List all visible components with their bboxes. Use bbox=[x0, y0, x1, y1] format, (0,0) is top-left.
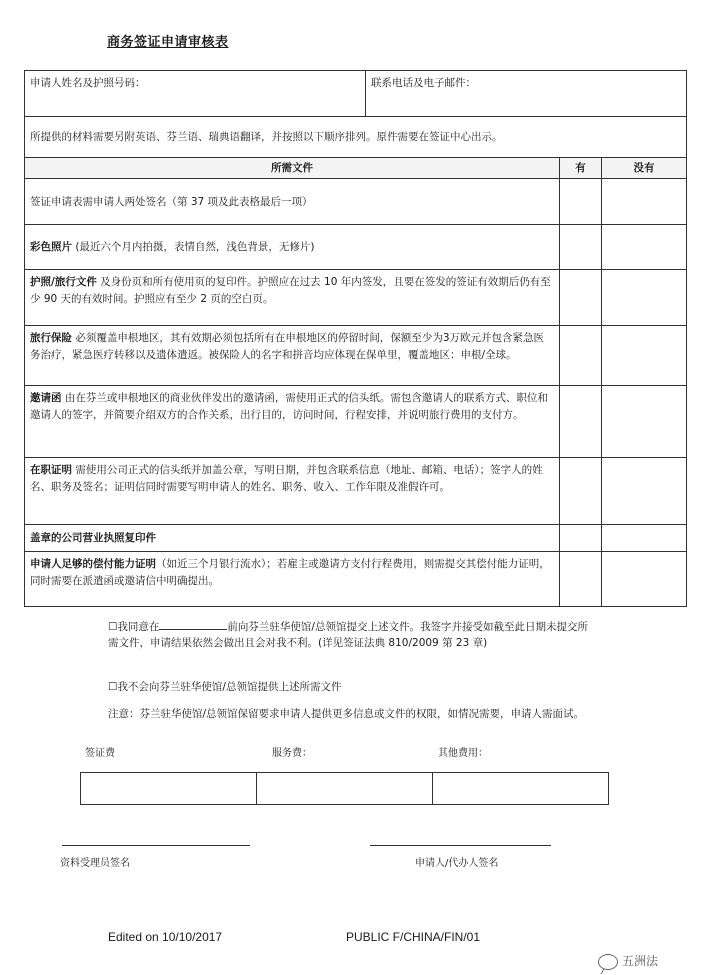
agree-statement: ☐我同意在 前向芬兰驻华使馆/总领馆提交上述文件。我签字并接受如截至此日期未提交所需文件，申请结果依然会做出且会对我不利。(详见签证法典 810/2009 第 23 章) bbox=[108, 621, 588, 650]
table-row bbox=[25, 326, 687, 386]
have-cell[interactable] bbox=[560, 225, 602, 270]
note-text: 注意：芬兰驻华使馆/总领馆保留要求申请人提供更多信息或文件的权限，如情况需要，申请人需面试。 bbox=[108, 708, 585, 720]
document-item-invitation: 邀请函 由在芬兰或申根地区的商业伙伴发出的邀请函，需使用正式的信头纸。需包含邀请人的联系方式、职位和邀请人的签字，并简要介绍双方的合作关系，出行目的，访问时间，行程安排，并说明旅行费用的支付方。 bbox=[25, 386, 560, 458]
instructions-text: 所提供的材料需要另附英语、芬兰语、瑞典语翻译，并按照以下顺序排列。原件需要在签证中心出示。 bbox=[25, 117, 687, 158]
service-fee-label: 服务费： bbox=[272, 748, 312, 759]
service-fee-field[interactable] bbox=[257, 773, 433, 804]
document-item-employment: 在职证明 需使用公司正式的信头纸并加盖公章，写明日期，并包含联系信息（地址、邮箱、电话）；签字人的姓名、职务及签名；证明信同时需要写明申请人的姓名、职务、收入、工作年限及准假许可。 bbox=[25, 458, 560, 525]
footer-edited-date: Edited on 10/10/2017 bbox=[108, 930, 223, 944]
visa-fee-field[interactable] bbox=[81, 773, 257, 804]
document-item-passport: 护照/旅行文件 及身份页和所有使用页的复印件。护照应在过去 10 年内签发，且要在签发的签证有效期后仍有至少 90 天的有效时间。护照应有至少 2 页的空白页。 bbox=[25, 270, 560, 326]
watermark bbox=[598, 953, 658, 970]
chat-bubble-icon bbox=[598, 954, 618, 970]
applicant-contact-cell[interactable]: 联系电话及电子邮件： bbox=[366, 71, 687, 117]
document-item-business-license: 盖章的公司营业执照复印件 bbox=[25, 525, 560, 552]
officer-signature-label: 资料受理员签名 bbox=[60, 858, 130, 869]
visa-fee-label: 签证费 bbox=[85, 748, 115, 759]
document-item-photo: 彩色照片 (最近六个月内拍摄，表情自然，浅色背景，无修片) bbox=[25, 225, 560, 270]
not-have-cell[interactable] bbox=[602, 458, 687, 525]
have-cell[interactable] bbox=[560, 552, 602, 607]
decline-checkbox[interactable]: ☐我不会向芬兰驻华使馆/总领馆提供上述所需文件 bbox=[108, 681, 342, 693]
fee-box bbox=[80, 772, 609, 805]
other-fee-field[interactable] bbox=[433, 773, 608, 804]
table-row bbox=[25, 458, 687, 525]
not-have-cell[interactable] bbox=[602, 326, 687, 386]
table-row bbox=[25, 179, 687, 225]
header-documents: 所需文件 bbox=[25, 158, 560, 179]
not-have-cell[interactable] bbox=[602, 386, 687, 458]
not-have-cell[interactable] bbox=[602, 525, 687, 552]
not-have-cell[interactable] bbox=[602, 552, 687, 607]
document-item-insurance: 旅行保险 必须覆盖申根地区，其有效期必须包括所有在申根地区的停留时间，保额至少为3万欧元并包含紧急医务治疗，紧急医疗转移以及遗体遣返。被保险人的名字和拼音均应体现在保单里，覆盖地区：申根/全球。 bbox=[25, 326, 560, 386]
form-title: 商务签证申请审核表 bbox=[107, 35, 229, 50]
applicant-signature-label: 申请人/代办人签名 bbox=[415, 858, 499, 869]
applicant-info-row bbox=[25, 71, 687, 117]
have-cell[interactable] bbox=[560, 270, 602, 326]
applicant-name-passport-cell[interactable]: 申请人姓名及护照号码： bbox=[25, 71, 366, 117]
table-row bbox=[25, 525, 687, 552]
header-not-have: 没有 bbox=[602, 158, 687, 179]
have-cell[interactable] bbox=[560, 179, 602, 225]
table-row bbox=[25, 225, 687, 270]
not-have-cell[interactable] bbox=[602, 225, 687, 270]
watermark-text: 五洲法 bbox=[622, 954, 659, 968]
not-have-cell[interactable] bbox=[602, 270, 687, 326]
table-row bbox=[25, 386, 687, 458]
have-cell[interactable] bbox=[560, 386, 602, 458]
not-have-cell[interactable] bbox=[602, 179, 687, 225]
instructions-row bbox=[25, 117, 687, 158]
have-cell[interactable] bbox=[560, 525, 602, 552]
document-item-solvency: 申请人足够的偿付能力证明（如近三个月银行流水）；若雇主或邀请方支付行程费用，则需提交其偿付能力证明，同时需要在派遣函或邀请信中明确提出。 bbox=[25, 552, 560, 607]
footer-form-code: PUBLIC F/CHINA/FIN/01 bbox=[346, 930, 481, 944]
decline-statement bbox=[108, 679, 588, 695]
table-row bbox=[25, 270, 687, 326]
have-cell[interactable] bbox=[560, 458, 602, 525]
agree-checkbox[interactable]: ☐我同意在 bbox=[108, 621, 160, 633]
document-item-application-form: 签证申请表需申请人两处签名（第 37 项及此表格最后一项） bbox=[25, 179, 560, 225]
date-blank-field[interactable] bbox=[159, 620, 227, 630]
checklist-table bbox=[24, 70, 687, 607]
table-row bbox=[25, 552, 687, 607]
header-have: 有 bbox=[560, 158, 602, 179]
have-cell[interactable] bbox=[560, 326, 602, 386]
applicant-signature-line[interactable] bbox=[370, 845, 551, 846]
other-fee-label: 其他费用： bbox=[438, 748, 488, 759]
officer-signature-line[interactable] bbox=[62, 845, 250, 846]
table-header-row bbox=[25, 158, 687, 179]
